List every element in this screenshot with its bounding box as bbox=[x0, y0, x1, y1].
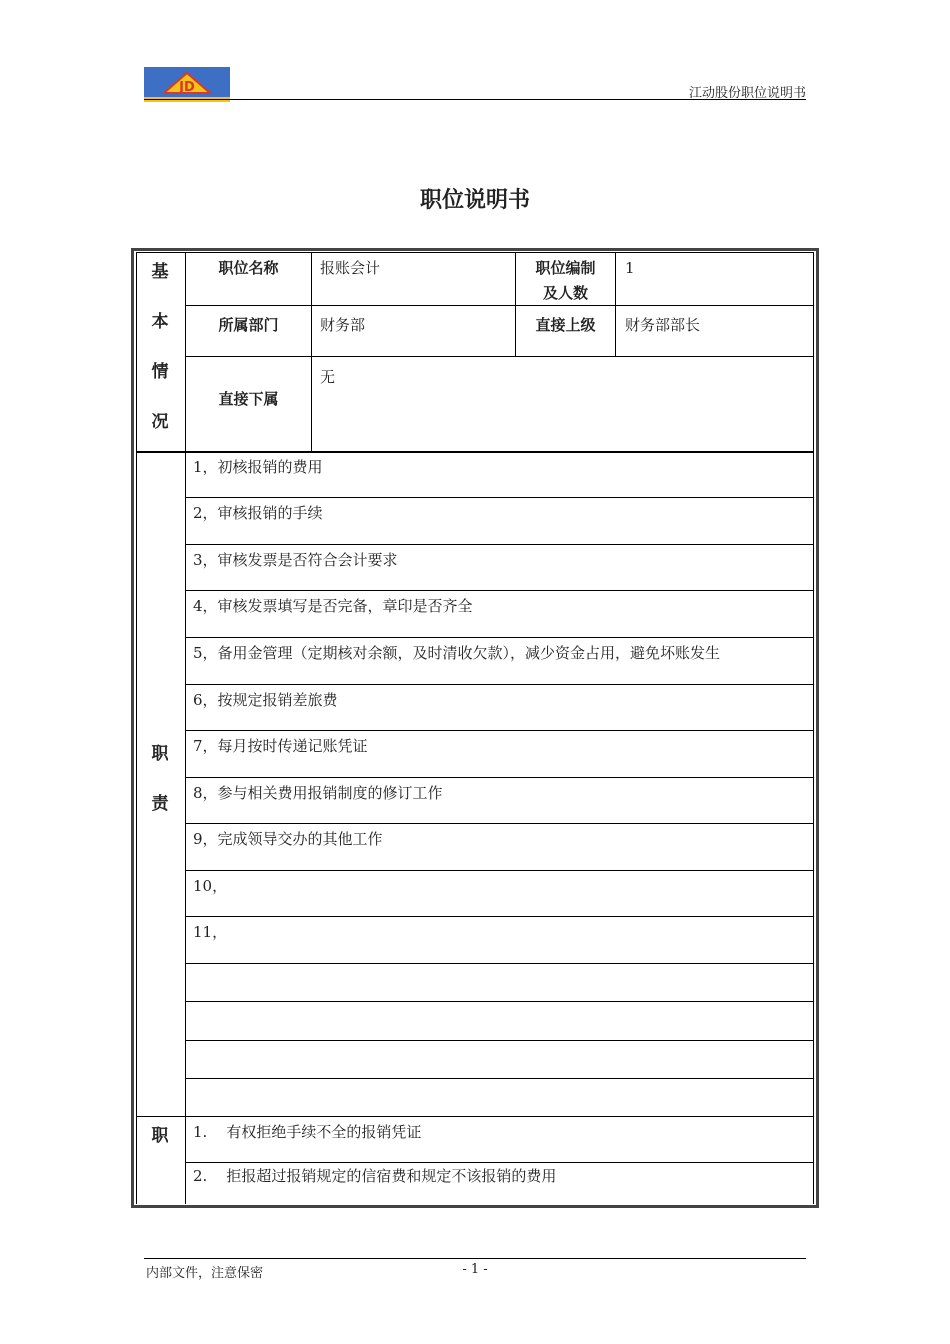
authority-item: 2. 拒报超过报销规定的信宿费和规定不该报销的费用 bbox=[193, 1167, 557, 1185]
subordinates-label: 直接下属 bbox=[218, 390, 279, 408]
authority-row-divider bbox=[185, 1162, 813, 1163]
duty-item: 8，参与相关费用报销制度的修订工作 bbox=[193, 784, 443, 802]
duty-item: 3，审核发票是否符合会计要求 bbox=[193, 551, 398, 569]
duties-section-bottom bbox=[136, 1116, 814, 1117]
basic-section-char-4: 况 bbox=[151, 412, 169, 432]
department-label: 所属部门 bbox=[218, 316, 279, 334]
duty-row-divider bbox=[185, 777, 813, 778]
supervisor-label: 直接上级 bbox=[535, 316, 596, 334]
basic-section-char-1: 基 bbox=[151, 262, 169, 282]
duty-row-divider bbox=[185, 1078, 813, 1079]
duty-row-divider bbox=[185, 544, 813, 545]
company-logo bbox=[144, 67, 230, 102]
position-name-value: 报账会计 bbox=[320, 259, 381, 277]
duty-row-divider bbox=[185, 916, 813, 917]
duty-item: 1，初核报销的费用 bbox=[193, 458, 323, 476]
authority-item: 1. 有权拒绝手续不全的报销凭证 bbox=[193, 1123, 422, 1141]
duty-row-divider bbox=[185, 730, 813, 731]
duty-row-divider bbox=[185, 870, 813, 871]
duty-row-divider bbox=[185, 1001, 813, 1002]
footer-divider bbox=[144, 1258, 806, 1259]
headcount-label-line1: 职位编制 bbox=[535, 259, 596, 277]
duty-row-divider bbox=[185, 684, 813, 685]
duty-row-divider bbox=[185, 823, 813, 824]
duty-item: 2，审核报销的手续 bbox=[193, 504, 323, 522]
duties-section-char-1: 职 bbox=[151, 744, 169, 764]
headcount-value: 1 bbox=[625, 259, 635, 277]
inner-left-border bbox=[136, 252, 137, 1204]
duty-row-divider bbox=[185, 963, 813, 964]
duty-row-divider bbox=[185, 497, 813, 498]
duty-item: 6，按规定报销差旅费 bbox=[193, 691, 338, 709]
basic-section-char-3: 情 bbox=[151, 362, 169, 382]
duty-item: 5，备用金管理（定期核对余额，及时清收欠款），减少资金占用，避免坏账发生 bbox=[193, 644, 721, 662]
duty-row-divider bbox=[185, 590, 813, 591]
basic-section-bottom bbox=[136, 451, 814, 453]
basic-row-divider-2 bbox=[185, 356, 813, 357]
basic-mid-divider-2 bbox=[615, 252, 616, 356]
basic-label-divider bbox=[311, 252, 312, 452]
duty-row-divider bbox=[185, 1040, 813, 1041]
basic-section-char-2: 本 bbox=[151, 312, 169, 332]
page-number: - 1 - bbox=[462, 1262, 488, 1277]
basic-row-divider-1 bbox=[185, 305, 813, 306]
supervisor-value: 财务部部长 bbox=[625, 316, 701, 334]
duty-item: 7，每月按时传递记账凭证 bbox=[193, 737, 368, 755]
headcount-label-line2: 及人数 bbox=[542, 284, 588, 302]
duty-row-divider bbox=[185, 637, 813, 638]
authority-section-char: 职 bbox=[151, 1126, 169, 1146]
duty-item: 4，审核发票填写是否完备，章印是否齐全 bbox=[193, 597, 473, 615]
confidential-note: 内部文件，注意保密 bbox=[146, 1266, 264, 1281]
duty-item: 10， bbox=[193, 877, 228, 895]
page-title: 职位说明书 bbox=[419, 188, 530, 213]
position-name-label: 职位名称 bbox=[218, 259, 279, 277]
duty-item: 9，完成领导交办的其他工作 bbox=[193, 830, 383, 848]
header-divider bbox=[144, 99, 806, 100]
inner-top-border bbox=[136, 252, 814, 253]
department-value: 财务部 bbox=[320, 316, 366, 334]
doc-series-title: 江动股份职位说明书 bbox=[688, 86, 806, 101]
inner-right-border bbox=[813, 252, 814, 1204]
duty-item: 11， bbox=[193, 923, 228, 941]
duties-section-char-2: 责 bbox=[151, 794, 169, 814]
subordinates-value: 无 bbox=[320, 368, 336, 386]
logo-text: JD bbox=[179, 80, 195, 95]
